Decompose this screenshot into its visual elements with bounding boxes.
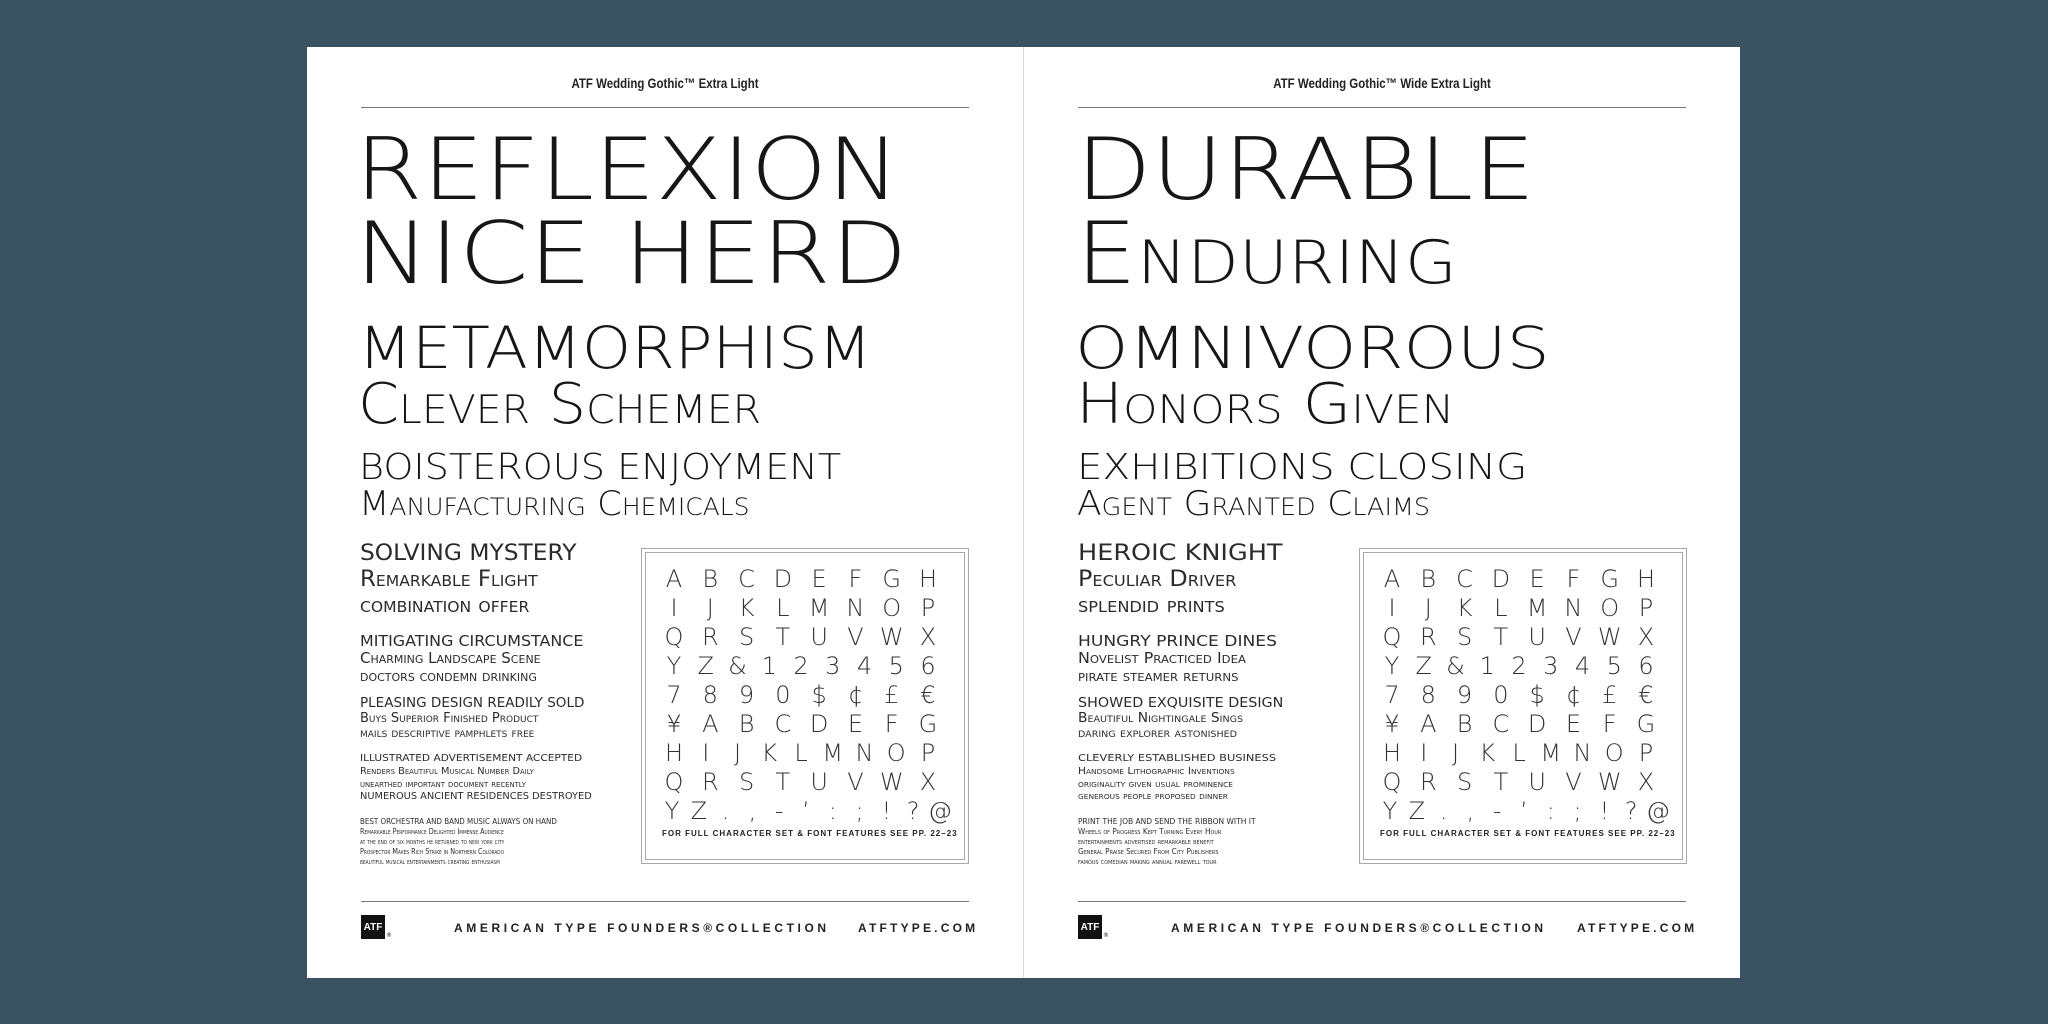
charset-glyph: M [808, 594, 830, 622]
charset-glyph: E [811, 565, 827, 593]
mid2-line-1: EXHIBITIONS CLOSING [1077, 447, 1528, 488]
charset-glyph: B [1456, 710, 1473, 738]
charset-glyph: E [1529, 565, 1545, 593]
charset-glyph: X [1637, 623, 1655, 651]
charset-glyph: 4 [1574, 652, 1591, 680]
charset-glyph: $ [811, 681, 827, 709]
charset-row-9 [660, 799, 952, 823]
charset-glyph: 2 [1511, 652, 1527, 680]
charset-glyph: R [1419, 623, 1437, 651]
charset-glyph: I [1388, 594, 1396, 622]
charset-glyph: & [728, 652, 747, 680]
left-page [307, 47, 1023, 978]
charset-glyph: ¥ [666, 710, 682, 738]
charset-glyph: H [918, 565, 937, 593]
charset-glyph: 3 [1543, 652, 1559, 680]
charset-glyph: C [1456, 565, 1473, 593]
registered-mark: ® [386, 932, 392, 939]
charset-glyph: 1 [761, 652, 777, 680]
charset-glyph: ¥ [1384, 710, 1400, 738]
charset-glyph: ¢ [1565, 681, 1582, 709]
charset-glyph: $ [1529, 681, 1545, 709]
charset-glyph: V [1565, 768, 1582, 796]
specimen-b-2: Novelist Practiced Idea [1078, 649, 1246, 667]
charset-glyph: 5 [1606, 652, 1622, 680]
charset-glyph: W [1597, 623, 1622, 651]
specimen-e-1: PRINT THE JOB AND SEND THE RIBBON WITH IT [1078, 817, 1256, 826]
charset-glyph: ’ [1520, 797, 1528, 825]
charset-glyph: C [774, 710, 792, 738]
charset-row-7 [1378, 741, 1660, 765]
specimen-a-3: splendid prints [1078, 593, 1225, 618]
charset-glyph: I [702, 739, 710, 767]
charset-glyph: ? [1624, 797, 1638, 825]
charset-glyph: Q [664, 768, 684, 796]
charset-glyph: & [1446, 652, 1465, 680]
charset-glyph: Y [1382, 797, 1398, 825]
charset-glyph: I [1420, 739, 1428, 767]
charset-glyph: 0 [1493, 681, 1509, 709]
header-rule [1078, 107, 1686, 108]
charset-glyph: V [847, 768, 864, 796]
specimen-b-1: HUNGRY PRINCE DINES [1078, 632, 1277, 650]
charset-glyph: O [882, 594, 902, 622]
charset-glyph: . [721, 797, 730, 825]
charset-row-6 [1378, 712, 1660, 736]
charset-row-3 [660, 625, 942, 649]
charset-glyph: V [1565, 623, 1582, 651]
charset-glyph: A [665, 565, 683, 593]
charset-glyph: F [1602, 710, 1617, 738]
charset-glyph: X [919, 623, 937, 651]
charset-glyph: Q [1382, 623, 1402, 651]
charset-glyph: U [1528, 768, 1546, 796]
charset-glyph: 5 [888, 652, 904, 680]
charset-glyph: A [702, 710, 719, 738]
charset-glyph: R [701, 768, 719, 796]
specimen-c-3: daring explorer astonished [1078, 726, 1237, 741]
specimen-d-4: generous people proposed dinner [1078, 791, 1228, 802]
display-line-1: REFLEXION [355, 120, 900, 220]
charset-glyph: W [1597, 768, 1622, 796]
charset-glyph: Y [1384, 652, 1400, 680]
charset-glyph: B [738, 710, 755, 738]
right-page [1024, 47, 1740, 978]
atf-logo: ATF [361, 915, 385, 939]
charset-glyph: X [919, 768, 937, 796]
display-line-2: Enduring [1076, 204, 1457, 304]
specimen-a-1: HEROIC KNIGHT [1078, 541, 1283, 566]
charset-glyph: T [1493, 768, 1509, 796]
charset-glyph: K [1479, 739, 1496, 767]
specimen-e-5: famous comedian making annual farewell tour [1078, 857, 1217, 866]
specimen-c-1: PLEASING DESIGN READILY SOLD [360, 696, 585, 711]
specimen-b-3: pirate steamer returns [1078, 667, 1239, 685]
charset-row-5 [1378, 683, 1660, 707]
charset-glyph: . [1439, 797, 1448, 825]
specimen-b-2: Charming Landscape Scene [360, 649, 541, 667]
charset-glyph: - [1492, 797, 1502, 825]
charset-glyph: £ [884, 681, 900, 709]
charset-glyph: A [1420, 710, 1437, 738]
charset-glyph: N [1564, 594, 1583, 622]
charset-glyph: 7 [1384, 681, 1400, 709]
charset-glyph: € [920, 681, 936, 709]
specimen-c-2: Buys Superior Finished Product [360, 711, 539, 726]
character-set-box [1359, 548, 1687, 864]
charset-glyph: ; [1573, 797, 1582, 825]
charset-glyph: K [1456, 594, 1473, 622]
charset-row-8 [660, 770, 942, 794]
footer-url: ATFTYPE.COM [858, 921, 979, 935]
charset-glyph: O [1604, 739, 1624, 767]
charset-glyph: F [848, 565, 863, 593]
charset-glyph: @ [927, 797, 952, 825]
charset-glyph: P [920, 739, 936, 767]
charset-glyph: T [775, 623, 791, 651]
charset-row-4 [1378, 654, 1660, 678]
registered-mark: ® [1103, 932, 1109, 939]
charset-glyph: D [809, 710, 829, 738]
specimen-e-5: beautiful musical entertainments creating enthusiasm [360, 857, 500, 866]
charset-glyph: 3 [825, 652, 841, 680]
charset-note: FOR FULL CHARACTER SET & FONT FEATURES SEE PP. 22–23 [662, 829, 958, 838]
specimen-e-2: Remarkable Performance Delighted Immense Audience [360, 827, 504, 836]
specimen-e-2: Wheels of Progress Kept Turning Every Hour [1078, 827, 1222, 836]
charset-glyph: J [1424, 594, 1432, 622]
specimen-e-4: General Praise Secured From City Publishers [1078, 847, 1219, 856]
charset-glyph: R [1419, 768, 1437, 796]
charset-glyph: G [1600, 565, 1619, 593]
charset-glyph: ; [855, 797, 864, 825]
charset-glyph: B [702, 565, 719, 593]
charset-glyph: : [828, 797, 837, 825]
charset-glyph: G [1636, 710, 1656, 738]
charset-glyph: ! [881, 797, 892, 825]
charset-glyph: U [810, 623, 828, 651]
charset-glyph: C [738, 565, 755, 593]
specimen-a-3: combination offer [360, 593, 530, 618]
charset-row-3 [1378, 625, 1660, 649]
mid2-line-2: Manufacturing Chemicals [359, 484, 750, 524]
charset-glyph: G [882, 565, 901, 593]
charset-glyph: L [1494, 594, 1508, 622]
specimen-b-3: doctors condemn drinking [360, 667, 537, 685]
mid2-line-1: BOISTEROUS ENJOYMENT [359, 447, 842, 488]
charset-glyph: F [884, 710, 899, 738]
charset-glyph: Z [1415, 652, 1432, 680]
charset-glyph: 8 [702, 681, 718, 709]
charset-glyph: X [1637, 768, 1655, 796]
charset-glyph: D [773, 565, 793, 593]
charset-glyph: L [776, 594, 790, 622]
charset-glyph: 6 [920, 652, 936, 680]
specimen-d-3: originality given usual prominence [1078, 779, 1234, 790]
charset-glyph: A [1383, 565, 1401, 593]
charset-glyph: F [1566, 565, 1581, 593]
charset-glyph: M [1540, 739, 1562, 767]
charset-glyph: - [774, 797, 784, 825]
charset-glyph: : [1546, 797, 1555, 825]
charset-glyph: P [1638, 594, 1654, 622]
atf-logo: ATF [1078, 915, 1102, 939]
charset-glyph: C [1492, 710, 1510, 738]
footer-url: ATFTYPE.COM [1577, 921, 1698, 935]
charset-glyph: € [1638, 681, 1654, 709]
character-set-box [641, 548, 969, 864]
charset-row-5 [660, 683, 942, 707]
charset-glyph: H [1636, 565, 1655, 593]
charset-glyph: 8 [1420, 681, 1436, 709]
charset-glyph: ! [1599, 797, 1610, 825]
footer-rule [1078, 901, 1686, 902]
charset-glyph: 6 [1638, 652, 1654, 680]
charset-glyph: P [1638, 739, 1654, 767]
specimen-e-3: entertainments advertised remarkable benefit [1078, 837, 1214, 846]
charset-note: FOR FULL CHARACTER SET & FONT FEATURES SEE PP. 22–23 [1380, 829, 1676, 838]
specimen-spread [307, 47, 1740, 978]
charset-glyph: T [775, 768, 791, 796]
charset-glyph: Q [1382, 768, 1402, 796]
specimen-e-3: at the end of six months he returned to new york city [360, 837, 505, 846]
charset-glyph: , [1466, 797, 1475, 825]
charset-glyph: 9 [1456, 681, 1473, 709]
charset-glyph: 0 [775, 681, 791, 709]
charset-glyph: S [738, 623, 755, 651]
specimen-e-4: Prospector Makes Rich Strike in Northern Colorado [360, 847, 504, 856]
charset-glyph: N [855, 739, 874, 767]
charset-row-8 [1378, 770, 1660, 794]
charset-glyph: H [664, 739, 684, 767]
charset-glyph: ¢ [847, 681, 864, 709]
charset-row-1 [660, 567, 942, 591]
charset-glyph: M [822, 739, 844, 767]
charset-glyph: L [1512, 739, 1526, 767]
charset-glyph: O [1600, 594, 1620, 622]
charset-glyph: S [1456, 768, 1473, 796]
charset-glyph: M [1526, 594, 1548, 622]
charset-row-1 [1378, 567, 1660, 591]
charset-glyph: 9 [738, 681, 755, 709]
mid-line-2: Clever Schemer [358, 372, 762, 437]
charset-glyph: 7 [666, 681, 682, 709]
charset-glyph: Y [664, 797, 680, 825]
charset-glyph: , [748, 797, 757, 825]
charset-glyph: D [1527, 710, 1547, 738]
charset-glyph: E [1565, 710, 1581, 738]
page-header: ATF Wedding Gothic™ Wide Extra Light [1273, 75, 1491, 91]
specimen-a-1: SOLVING MYSTERY [360, 541, 577, 566]
charset-glyph: D [1491, 565, 1511, 593]
charset-glyph: Z [697, 652, 714, 680]
charset-glyph: O [886, 739, 906, 767]
specimen-b-1: MITIGATING CIRCUMSTANCE [360, 632, 584, 650]
specimen-d-2: Renders Beautiful Musical Number Daily [360, 766, 534, 777]
charset-glyph: J [733, 739, 742, 767]
specimen-d-1: ILLUSTRATED ADVERTISEMENT ACCEPTED [360, 753, 583, 764]
charset-row-7 [660, 741, 942, 765]
charset-glyph: ’ [802, 797, 810, 825]
specimen-d-4: NUMEROUS ANCIENT RESIDENCES DESTROYED [360, 791, 592, 802]
charset-glyph: I [670, 594, 678, 622]
charset-row-9 [1378, 799, 1670, 823]
charset-row-6 [660, 712, 942, 736]
charset-row-4 [660, 654, 942, 678]
charset-glyph: U [810, 768, 828, 796]
charset-glyph: 2 [793, 652, 809, 680]
specimen-d-2: Handsome Lithographic Inventions [1078, 766, 1235, 777]
charset-glyph: J [706, 594, 714, 622]
header-rule [361, 107, 969, 108]
charset-glyph: U [1528, 623, 1546, 651]
footer-collection: AMERICAN TYPE FOUNDERS®COLLECTION [454, 921, 830, 935]
mid-line-2: Honors Given [1076, 372, 1455, 437]
charset-glyph: S [1456, 623, 1473, 651]
charset-glyph: P [920, 594, 936, 622]
specimen-c-2: Beautiful Nightingale Sings [1078, 711, 1244, 726]
specimen-c-1: SHOWED EXQUISITE DESIGN [1078, 696, 1284, 711]
charset-glyph: N [1573, 739, 1592, 767]
charset-glyph: Q [664, 623, 684, 651]
charset-glyph: B [1420, 565, 1437, 593]
charset-glyph: G [918, 710, 938, 738]
charset-glyph: £ [1602, 681, 1618, 709]
page-header: ATF Wedding Gothic™ Extra Light [571, 75, 759, 91]
charset-glyph: R [701, 623, 719, 651]
charset-glyph: ? [906, 797, 920, 825]
specimen-a-2: Peculiar Driver [1078, 567, 1237, 592]
specimen-e-1: BEST ORCHESTRA AND BAND MUSIC ALWAYS ON HAND [360, 817, 557, 826]
specimen-c-3: mails descriptive pamphlets free [360, 726, 535, 741]
specimen-a-2: Remarkable Flight [360, 567, 538, 592]
charset-glyph: @ [1645, 797, 1670, 825]
specimen-d-3: unearthed important document recently [360, 779, 526, 790]
charset-glyph: Y [666, 652, 682, 680]
footer-collection: AMERICAN TYPE FOUNDERS®COLLECTION [1171, 921, 1547, 935]
charset-row-2 [1378, 596, 1660, 620]
charset-glyph: Z [690, 797, 708, 825]
charset-glyph: E [847, 710, 863, 738]
charset-glyph: S [738, 768, 755, 796]
mid-line-1: OMNIVOROUS [1075, 314, 1550, 382]
charset-glyph: J [1451, 739, 1460, 767]
display-line-1: DURABLE [1076, 120, 1536, 220]
charset-glyph: K [761, 739, 778, 767]
footer-rule [361, 901, 969, 902]
charset-glyph: N [846, 594, 865, 622]
charset-glyph: T [1493, 623, 1509, 651]
charset-glyph: L [794, 739, 808, 767]
mid2-line-2: Agent Granted Claims [1077, 484, 1431, 524]
charset-glyph: 1 [1479, 652, 1495, 680]
charset-glyph: K [738, 594, 755, 622]
display-line-2: NICE HERD [355, 204, 908, 304]
charset-glyph: 4 [856, 652, 873, 680]
charset-row-2 [660, 596, 942, 620]
charset-glyph: W [879, 623, 904, 651]
charset-glyph: Z [1408, 797, 1426, 825]
charset-glyph: W [879, 768, 904, 796]
mid-line-1: METAMORPHISM [358, 314, 872, 382]
specimen-d-1: CLEVERLY ESTABLISHED BUSINESS [1078, 753, 1277, 764]
charset-glyph: H [1382, 739, 1402, 767]
charset-glyph: V [847, 623, 864, 651]
